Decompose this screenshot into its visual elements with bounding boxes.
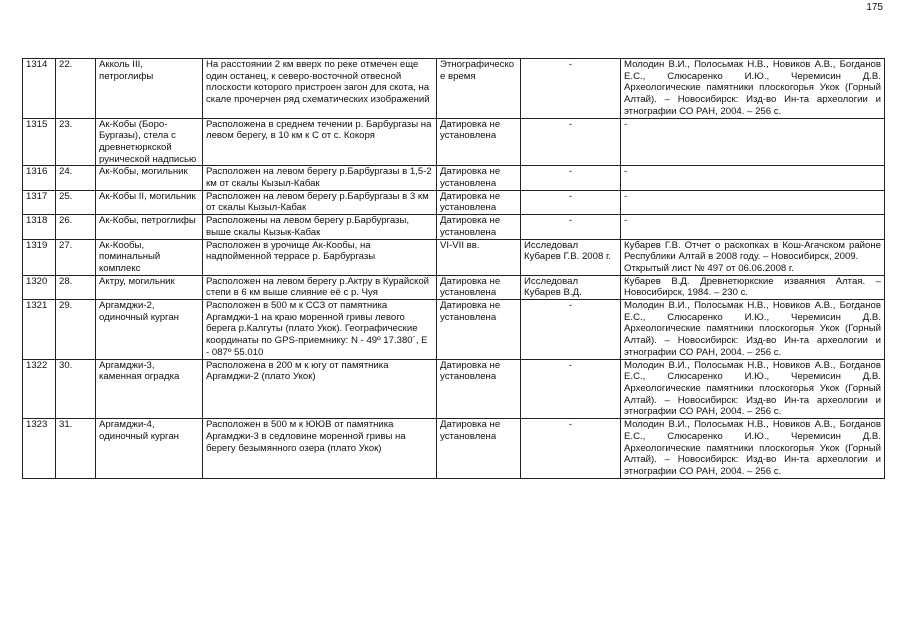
- location-cell: Расположен в 500 м к ССЗ от памятника Аргамджи-1 на краю моренной гривы левого берега р.Калгуты (плато Укок). Географические координаты по GPS-приемнику: N - 49º 17.380´, E - 087º 55.010: [203, 300, 437, 360]
- research-cell: -: [521, 118, 621, 166]
- location-cell: Расположен в 500 м к ЮЮВ от памятника Аргамджи-3 в седловине моренной гривы на берегу безымянного озера (плато Укок): [203, 419, 437, 479]
- registry-id-cell: 1315: [23, 118, 56, 166]
- location-cell: Расположен на левом берегу р.Барбургазы в 1,5-2 км от скалы Кызыл-Кабак: [203, 166, 437, 190]
- monument-name-cell: Актру, могильник: [96, 275, 203, 299]
- registry-id-cell: 1314: [23, 59, 56, 119]
- list-number-cell: 25.: [56, 190, 96, 214]
- source-text: -: [624, 118, 628, 130]
- source-cell: [621, 419, 885, 479]
- list-number-cell: 31.: [56, 419, 96, 479]
- table-row: [23, 300, 885, 360]
- source-text: Молодин В.И., Полосьмак Н.В., Новиков А.В., Богданов Е.С., Слюсаренко И.Ю., Черемисин Д.В. Археологические памятники плоскогорья Укок (Горный Алтай). – Новосибирск: Изд-во Ин-та археологии и этнографии СО РАН, 2004. – 256 с.: [624, 419, 881, 477]
- source-text: -: [624, 215, 628, 227]
- monument-name-cell: Акколь III, петроглифы: [96, 59, 203, 119]
- source-cell: [621, 359, 885, 419]
- research-cell: -: [521, 300, 621, 360]
- research-cell: -: [521, 359, 621, 419]
- list-number-cell: 23.: [56, 118, 96, 166]
- monument-name-cell: Ак-Кообы, поминальный комплекс: [96, 239, 203, 275]
- source-cell: [621, 300, 885, 360]
- location-cell: Расположена в 200 м к югу от памятника Аргамджи-2 (плато Укок): [203, 359, 437, 419]
- dating-cell: Датировка не установлена: [437, 275, 521, 299]
- registry-id-cell: 1320: [23, 275, 56, 299]
- location-cell: Расположен на левом берегу р.Барбургазы в 3 км от скалы Кызыл-Кабак: [203, 190, 437, 214]
- research-cell: Исследовал Кубарев В.Д.: [521, 275, 621, 299]
- source-text: Молодин В.И., Полосьмак Н.В., Новиков А.В., Богданов Е.С., Слюсаренко И.Ю., Черемисин Д.В. Археологические памятники плоскогорья Укок (Горный Алтай). – Новосибирск: Изд-во Ин-та археологии и этнографии СО РАН, 2004. – 256 с.: [624, 359, 881, 418]
- research-cell: -: [521, 419, 621, 479]
- source-cell: [621, 166, 885, 190]
- dating-cell: Датировка не установлена: [437, 166, 521, 190]
- table-row: [23, 275, 885, 299]
- source-cell: [621, 190, 885, 214]
- research-cell: -: [521, 166, 621, 190]
- source-cell: [621, 239, 885, 275]
- monument-name-cell: Аргамджи-3, каменная оградка: [96, 359, 203, 419]
- source-text: -: [624, 190, 628, 202]
- research-cell: Исследовал Кубарев Г.В. 2008 г.: [521, 239, 621, 275]
- registry-id-cell: 1323: [23, 419, 56, 479]
- list-number-cell: 26.: [56, 215, 96, 239]
- monument-name-cell: Ак-Кобы, петроглифы: [96, 215, 203, 239]
- dating-cell: Этнографическое время: [437, 59, 521, 119]
- list-number-cell: 28.: [56, 275, 96, 299]
- source-cell: [621, 118, 885, 166]
- registry-id-cell: 1318: [23, 215, 56, 239]
- source-extra-text: Открытый лист № 497 от 06.06.2008 г.: [624, 262, 794, 274]
- location-cell: Расположен на левом берегу р.Актру в Курайской степи в 6 км выше слияние её с р. Чуя: [203, 275, 437, 299]
- location-cell: Расположены на левом берегу р.Барбургазы, выше скалы Кызык-Кабак: [203, 215, 437, 239]
- source-text: Кубарев Г.В. Отчет о раскопках в Кош-Агачском районе Республики Алтай в 2008 году. – Новосибирск, 2009.: [624, 239, 881, 263]
- monument-name-cell: Ак-Кобы, могильник: [96, 166, 203, 190]
- registry-id-cell: 1321: [23, 300, 56, 360]
- dating-cell: Датировка не установлена: [437, 419, 521, 479]
- table-row: [23, 239, 885, 275]
- table-row: [23, 118, 885, 166]
- monuments-table: [22, 58, 885, 479]
- table-row: [23, 166, 885, 190]
- registry-id-cell: 1317: [23, 190, 56, 214]
- research-cell: -: [521, 59, 621, 119]
- table-row: [23, 190, 885, 214]
- list-number-cell: 24.: [56, 166, 96, 190]
- dating-cell: Датировка не установлена: [437, 300, 521, 360]
- table-row: [23, 359, 885, 419]
- table-row: [23, 215, 885, 239]
- table-row: [23, 419, 885, 479]
- list-number-cell: 22.: [56, 59, 96, 119]
- source-text: Молодин В.И., Полосьмак Н.В., Новиков А.В., Богданов Е.С., Слюсаренко И.Ю., Черемисин Д.В. Археологические памятники плоскогорья Укок (Горный Алтай). – Новосибирск: Изд-во Ин-та археологии и этнографии СО РАН, 2004. – 256 с.: [624, 59, 881, 117]
- source-cell: [621, 275, 885, 299]
- monument-name-cell: Ак-Кобы (Боро-Бургазы), стела с древнетюркской рунической надписью: [96, 118, 203, 166]
- monument-name-cell: Аргамджи-4, одиночный курган: [96, 419, 203, 479]
- dating-cell: Датировка не установлена: [437, 190, 521, 214]
- registry-id-cell: 1319: [23, 239, 56, 275]
- source-text: Кубарев В.Д. Древнетюркские изваяния Алтая. – Новосибирск, 1984. – 230 с.: [624, 275, 881, 299]
- list-number-cell: 29.: [56, 300, 96, 360]
- location-cell: Расположен в урочище Ак-Кообы, на надпойменной террасе р. Барбургазы: [203, 239, 437, 275]
- dating-cell: Датировка не установлена: [437, 215, 521, 239]
- monument-name-cell: Ак-Кобы II, могильник: [96, 190, 203, 214]
- research-cell: -: [521, 215, 621, 239]
- dating-cell: VI-VII вв.: [437, 239, 521, 275]
- location-cell: На расстоянии 2 км вверх по реке отмечен еще один останец, к северо-восточной отвесной плоскости которого пристроен загон для скота, на скале прочерчен ряд схематических изображений: [203, 59, 437, 119]
- table-row: [23, 59, 885, 119]
- location-cell: Расположена в среднем течении р. Барбургазы на левом берегу, в 10 км к С от с. Кокоря: [203, 118, 437, 166]
- source-text: -: [624, 166, 628, 178]
- list-number-cell: 27.: [56, 239, 96, 275]
- monument-name-cell: Аргамджи-2, одиночный курган: [96, 300, 203, 360]
- page-number: 175: [866, 2, 883, 13]
- registry-id-cell: 1316: [23, 166, 56, 190]
- dating-cell: Датировка не установлена: [437, 118, 521, 166]
- dating-cell: Датировка не установлена: [437, 359, 521, 419]
- source-cell: [621, 215, 885, 239]
- registry-id-cell: 1322: [23, 359, 56, 419]
- source-cell: [621, 59, 885, 119]
- research-cell: -: [521, 190, 621, 214]
- list-number-cell: 30.: [56, 359, 96, 419]
- source-text: Молодин В.И., Полосьмак Н.В., Новиков А.В., Богданов Е.С., Слюсаренко И.Ю., Черемисин Д.В. Археологические памятники плоскогорья Укок (Горный Алтай). – Новосибирск: Изд-во Ин-та археологии и этнографии СО РАН, 2004. – 256 с.: [624, 300, 881, 358]
